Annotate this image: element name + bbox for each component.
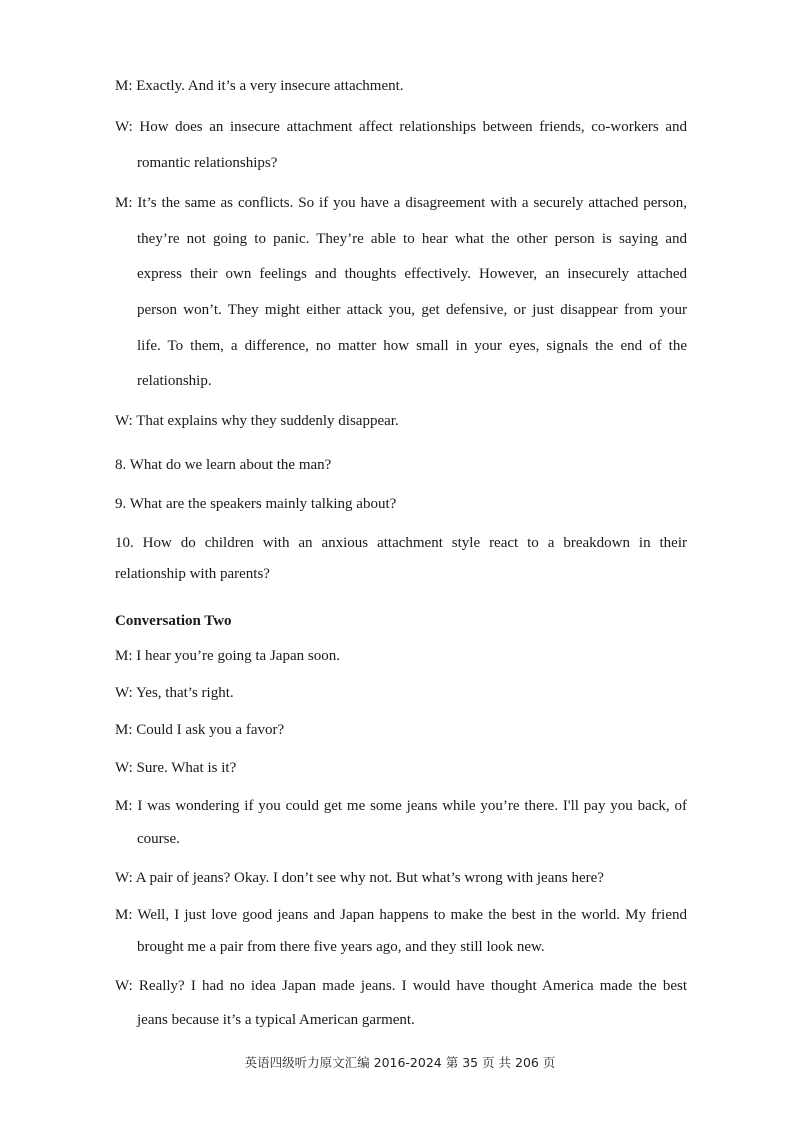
dialogue-line-continuation: brought me a pair from there five years ago, and they still look new.	[137, 939, 545, 955]
dialogue-line: W: Yes, that’s right.	[115, 685, 234, 701]
dialogue-line: M: Well, I just love good jeans and Japan happens to make the best in the world. My friend	[115, 907, 687, 923]
dialogue-line: M: Could I ask you a favor?	[115, 722, 285, 738]
dialogue-line-continuation: express their own feelings and thoughts effectively. However, an insecurely attached	[137, 266, 687, 282]
dialogue-line-continuation: relationship.	[137, 373, 212, 389]
dialogue-line-continuation: course.	[137, 831, 180, 847]
question: 9. What are the speakers mainly talking about?	[115, 496, 397, 512]
dialogue-line: W: Really? I had no idea Japan made jeans. I would have thought America made the best	[115, 978, 687, 994]
section-heading: Conversation Two	[115, 613, 232, 629]
dialogue-line-continuation: jeans because it’s a typical American garment.	[137, 1012, 415, 1028]
page-footer: 英语四级听力原文汇编 2016-2024 第 35 页 共 206 页	[244, 1055, 556, 1070]
question: 8. What do we learn about the man?	[115, 457, 332, 473]
dialogue-line-continuation: person won’t. They might either attack you, get defensive, or just disappear from your	[137, 302, 687, 318]
dialogue-line-continuation: life. To them, a difference, no matter how small in your eyes, signals the end of the	[137, 338, 687, 354]
dialogue-line: W: A pair of jeans? Okay. I don’t see why not. But what’s wrong with jeans here?	[115, 870, 604, 886]
dialogue-line: M: Exactly. And it’s a very insecure attachment.	[115, 78, 404, 94]
dialogue-line: W: How does an insecure attachment affect relationships between friends, co-workers and	[115, 119, 687, 135]
dialogue-line: W: Sure. What is it?	[115, 760, 237, 776]
dialogue-line: W: That explains why they suddenly disappear.	[115, 413, 399, 429]
question: 10. How do children with an anxious attachment style react to a breakdown in their	[115, 535, 687, 551]
dialogue-line-continuation: romantic relationships?	[137, 155, 278, 171]
dialogue-line: M: I hear you’re going ta Japan soon.	[115, 648, 340, 664]
dialogue-line: M: It’s the same as conflicts. So if you have a disagreement with a securely attached person,	[115, 195, 687, 211]
question-continuation: relationship with parents?	[115, 566, 270, 582]
dialogue-line: M: I was wondering if you could get me some jeans while you’re there. I'll pay you back, of	[115, 798, 687, 814]
dialogue-line-continuation: they’re not going to panic. They’re able to hear what the other person is saying and	[137, 231, 687, 247]
